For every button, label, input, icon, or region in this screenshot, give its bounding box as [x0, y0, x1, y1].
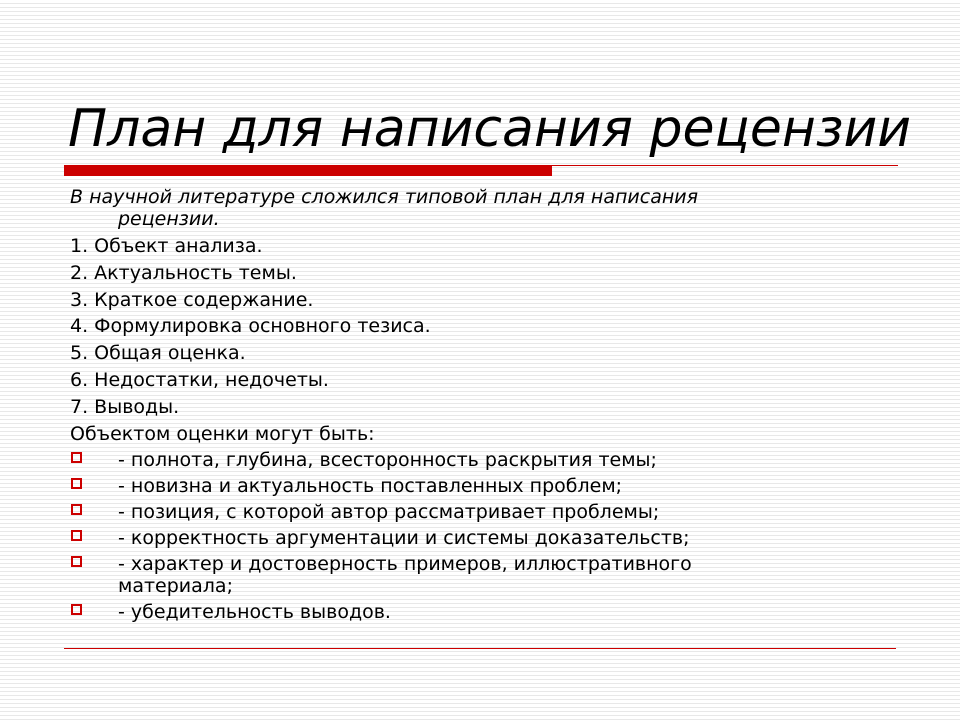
criteria-item [70, 553, 900, 597]
intro-line-2: рецензии. [118, 208, 220, 230]
plan-item: 2. Актуальность темы. [70, 261, 297, 284]
plan-item: 7. Выводы. [70, 395, 180, 418]
criteria-heading: Объектом оценки могут быть: [70, 422, 375, 445]
criteria-item [70, 449, 900, 471]
criteria-text: - убедительность выводов. [118, 600, 391, 623]
criteria-text: - полнота, глубина, всесторонность раскрытия темы; [118, 448, 657, 471]
criteria-item [70, 475, 900, 497]
plan-item: 6. Недостатки, недочеты. [70, 368, 329, 391]
footer-rule [64, 648, 896, 649]
criteria-text-continuation: материала; [118, 574, 233, 597]
square-bullet-icon [71, 604, 82, 615]
slide-content [70, 186, 900, 627]
intro-line-1: В научной литературе сложился типовой план для написания [70, 186, 699, 208]
square-bullet-icon [71, 530, 82, 541]
plan-item: 1. Объект анализа. [70, 235, 263, 257]
title-underline-thick [64, 165, 552, 176]
plan-item: 4. Формулировка основного тезиса. [70, 315, 431, 338]
square-bullet-icon [71, 556, 82, 567]
intro-paragraph [70, 186, 900, 230]
plan-item: 3. Краткое содержание. [70, 288, 314, 311]
criteria-list [70, 449, 900, 623]
square-bullet-icon [71, 478, 82, 489]
square-bullet-icon [71, 504, 82, 515]
criteria-item [70, 527, 900, 549]
criteria-text: - новизна и актуальность поставленных проблем; [118, 474, 623, 497]
criteria-item [70, 501, 900, 523]
slide-title: План для написания рецензии [68, 99, 912, 159]
plan-item: 5. Общая оценка. [70, 342, 246, 365]
criteria-text: - позиция, с которой автор рассматривает проблемы; [118, 500, 660, 523]
title-underline-thin [552, 165, 898, 166]
criteria-text: - характер и достоверность примеров, иллюстративного [118, 552, 692, 575]
criteria-text: - корректность аргументации и системы доказательств; [118, 526, 690, 549]
criteria-item [70, 601, 900, 623]
square-bullet-icon [71, 452, 82, 463]
